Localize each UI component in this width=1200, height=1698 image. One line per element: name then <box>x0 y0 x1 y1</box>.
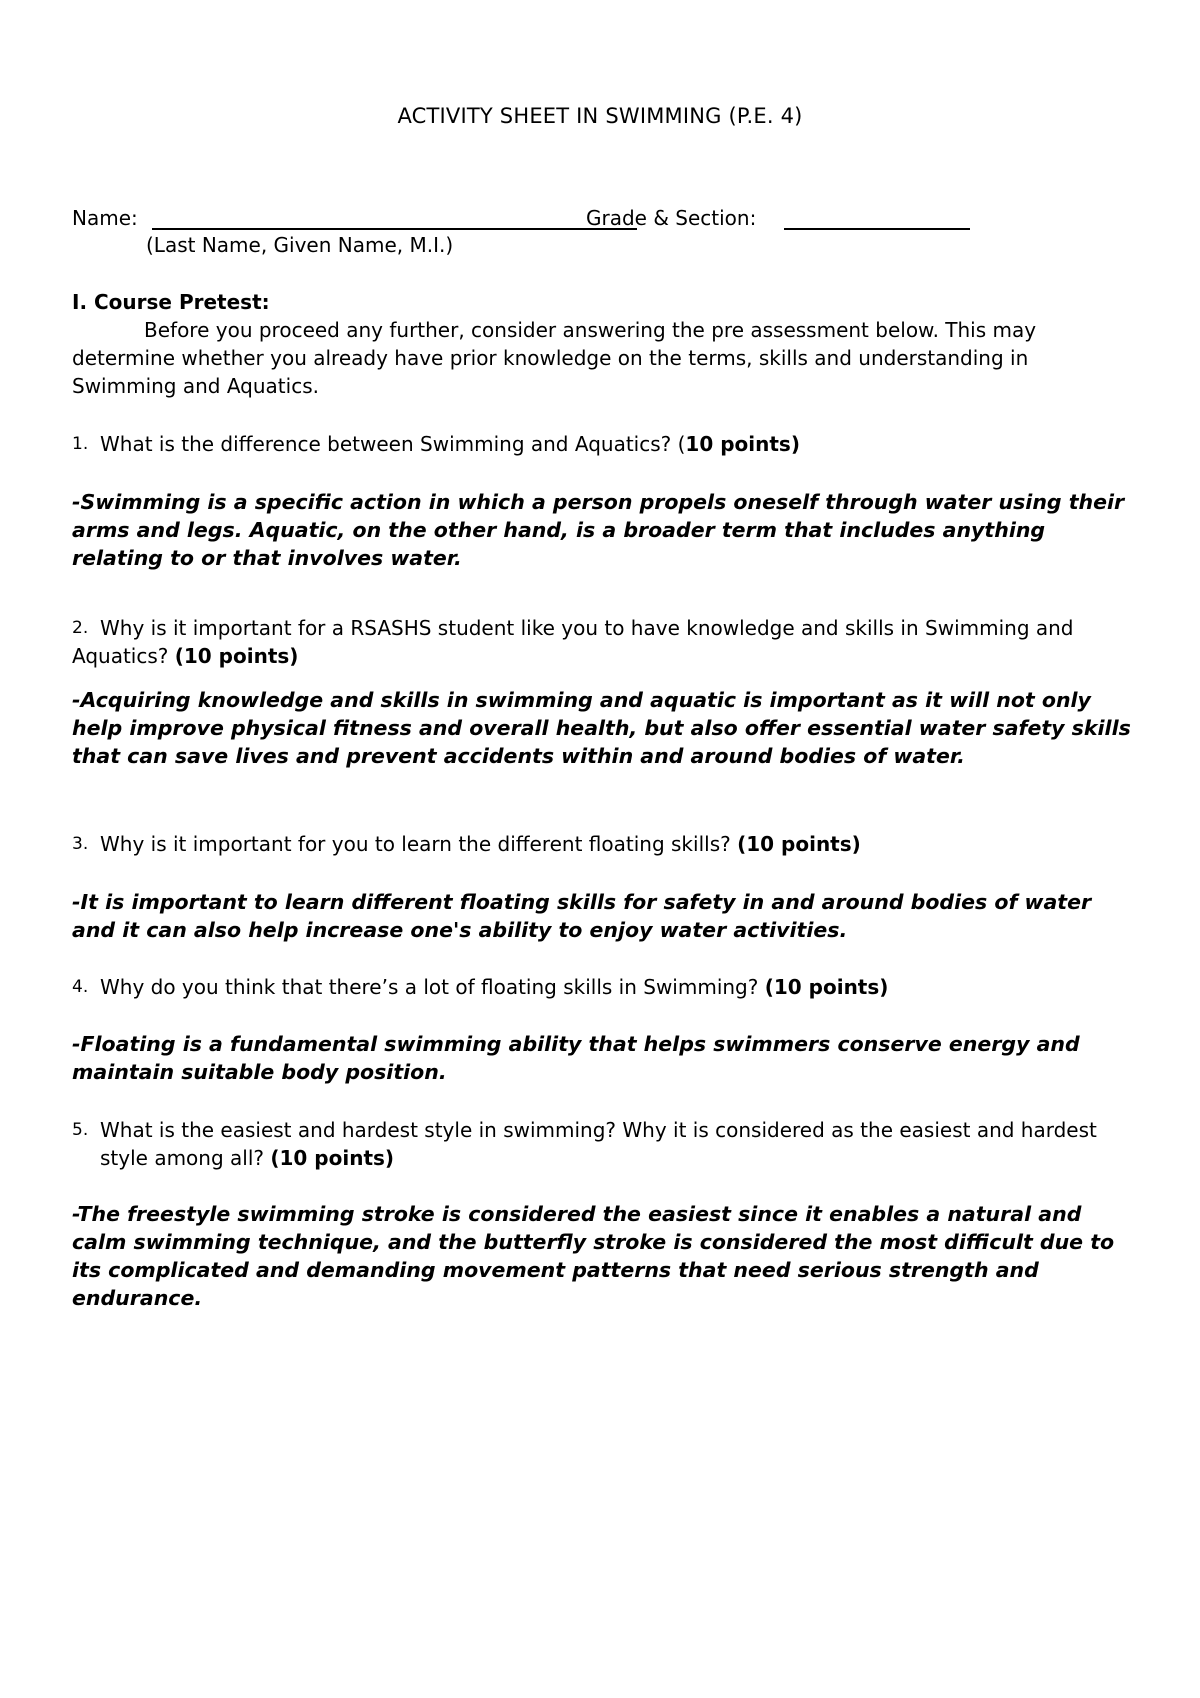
question-text <box>100 1116 1132 1172</box>
grade-section-blank-line[interactable] <box>784 228 970 230</box>
question-prompt: Why is it important for a RSASHS student like you to have knowledge and skills in Swimming and Aquatics? <box>72 616 1074 668</box>
document-title: ACTIVITY SHEET IN SWIMMING (P.E. 4) <box>397 104 803 128</box>
answer-1: -Swimming is a specific action in which a person propels oneself through water using their arms and legs. Aquatic, on the other hand, is a broader term that includes anything relating to or that involves water. <box>72 490 1125 570</box>
grade-section-label: Grade & Section: <box>586 206 757 230</box>
question-number: 5. <box>72 1120 89 1140</box>
intro-paragraph: Before you proceed any further, consider answering the pre assessment below. This may determine whether you already have prior knowledge on the terms, skills and understanding in Swimming and Aquatics. <box>72 318 1037 398</box>
question-prompt: Why do you think that there’s a lot of floating skills in Swimming? <box>100 975 765 999</box>
name-label: Name: <box>72 206 138 230</box>
answer-3: -It is important to learn different floating skills for safety in and around bodies of water and it can also help increase one's ability to enjoy water activities. <box>72 890 1092 942</box>
question-1 <box>72 430 1132 458</box>
question-5 <box>72 1116 1132 1172</box>
question-text <box>72 614 1132 670</box>
question-prompt: What is the difference between Swimming and Aquatics? ( <box>100 432 686 456</box>
question-text <box>100 830 1132 858</box>
question-prompt: What is the easiest and hardest style in swimming? Why it is considered as the easiest and hardest style among all? <box>100 1118 1097 1170</box>
question-points: (10 points) <box>737 832 861 856</box>
question-2 <box>72 614 1132 670</box>
question-prompt: Why is it important for you to learn the different floating skills? <box>100 832 738 856</box>
question-3 <box>72 830 1132 858</box>
question-text <box>100 430 1132 458</box>
question-number: 2. <box>72 618 89 638</box>
question-number: 4. <box>72 977 89 997</box>
name-grade-row <box>72 204 1132 234</box>
question-number: 1. <box>72 434 89 454</box>
section-heading: I. Course Pretest: <box>72 290 270 314</box>
question-number: 3. <box>72 834 89 854</box>
answer-2: -Acquiring knowledge and skills in swimming and aquatic is important as it will not only help improve physical fitness and overall health, but also offer essential water safety skills that can save lives and prevent accidents within and around bodies of water. <box>72 688 1131 768</box>
answer-5: -The freestyle swimming stroke is considered the easiest since it enables a natural and calm swimming technique, and the butterfly stroke is considered the most difficult due to its complicated and demanding movement patterns that need serious strength and endurance. <box>72 1202 1115 1310</box>
name-blank-line[interactable] <box>152 228 637 230</box>
question-text <box>100 973 1132 1001</box>
name-format-hint: (Last Name, Given Name, M.I.) <box>146 233 454 257</box>
question-4 <box>72 973 1132 1001</box>
question-points: (10 points) <box>174 644 299 668</box>
question-points: (10 points) <box>764 975 889 999</box>
answer-4: -Floating is a fundamental swimming ability that helps swimmers conserve energy and maintain suitable body position. <box>72 1032 1080 1084</box>
question-points: 10 points) <box>685 432 800 456</box>
question-points: (10 points) <box>270 1146 395 1170</box>
